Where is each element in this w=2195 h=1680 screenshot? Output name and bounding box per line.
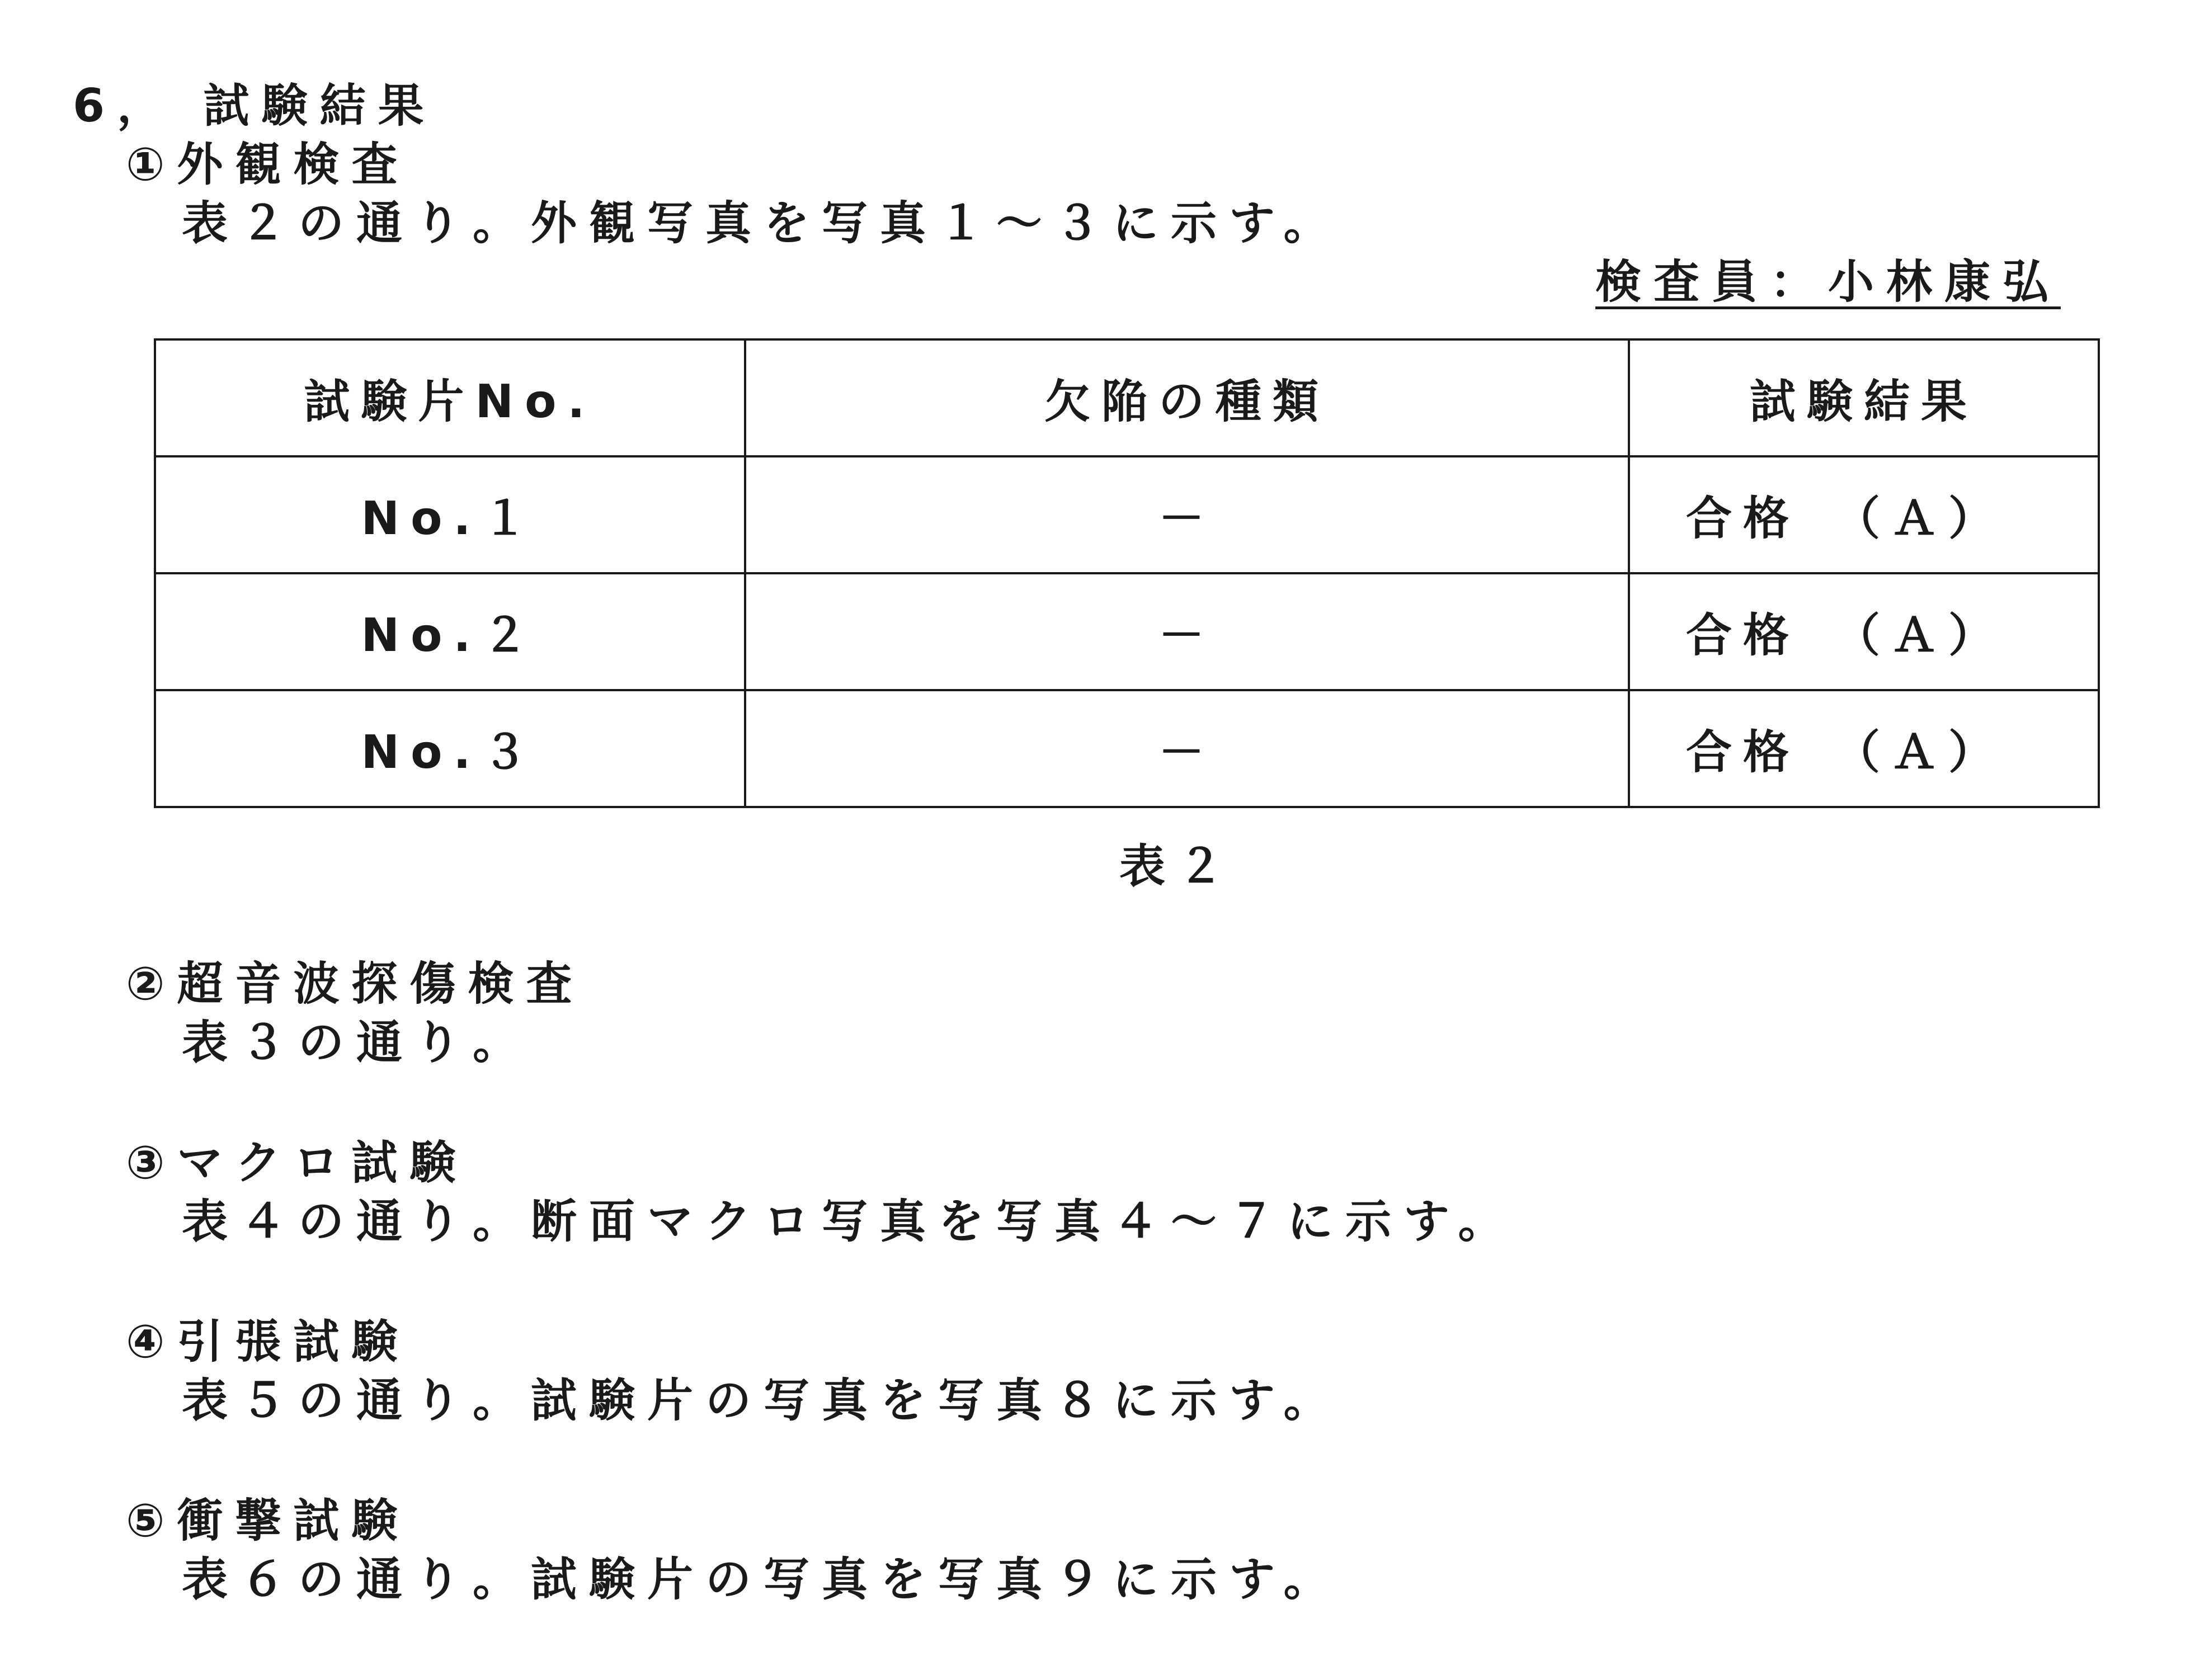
header-specimen: 試験片No.	[155, 339, 745, 456]
result-cell: 合格 （Ａ）	[1629, 690, 2099, 807]
section-title: 6， 試験結果	[73, 79, 436, 133]
header-test-result: 試験結果	[1629, 339, 2099, 456]
macro-text: 表４の通り。断面マクロ写真を写真４～７に示す。	[182, 1195, 1516, 1248]
impact-text: 表６の通り。試験片の写真を写真９に示す。	[182, 1553, 1342, 1606]
specimen-cell: No.１	[155, 456, 745, 573]
specimen-cell: No.３	[155, 690, 745, 807]
table-caption: 表２	[1119, 840, 1236, 893]
defect-cell: －	[745, 690, 1629, 807]
macro-heading: ③マクロ試験	[126, 1136, 468, 1190]
table-row	[155, 690, 2099, 807]
defect-cell: －	[745, 573, 1629, 690]
visual-inspection-heading: ①外観検査	[126, 138, 410, 191]
result-cell: 合格 （Ａ）	[1629, 573, 2099, 690]
visual-inspection-text: 表２の通り。外観写真を写真１～３に示す。	[182, 197, 1342, 250]
table-row	[155, 456, 2099, 573]
results-table	[154, 338, 2100, 808]
ultrasonic-heading: ②超音波探傷検査	[126, 957, 585, 1011]
result-cell: 合格 （Ａ）	[1629, 456, 2099, 573]
inspector-name: 検査員：小林康弘	[1595, 256, 2061, 309]
table-header-row	[155, 339, 2099, 456]
ultrasonic-text: 表３の通り。	[182, 1016, 531, 1069]
tensile-text: 表５の通り。試験片の写真を写真８に示す。	[182, 1374, 1342, 1427]
impact-heading: ⑤衝撃試験	[126, 1494, 410, 1547]
tensile-heading: ④引張試験	[126, 1315, 410, 1368]
table-row	[155, 573, 2099, 690]
header-defect-type: 欠陥の種類	[745, 339, 1629, 456]
specimen-cell: No.２	[155, 573, 745, 690]
defect-cell: －	[745, 456, 1629, 573]
